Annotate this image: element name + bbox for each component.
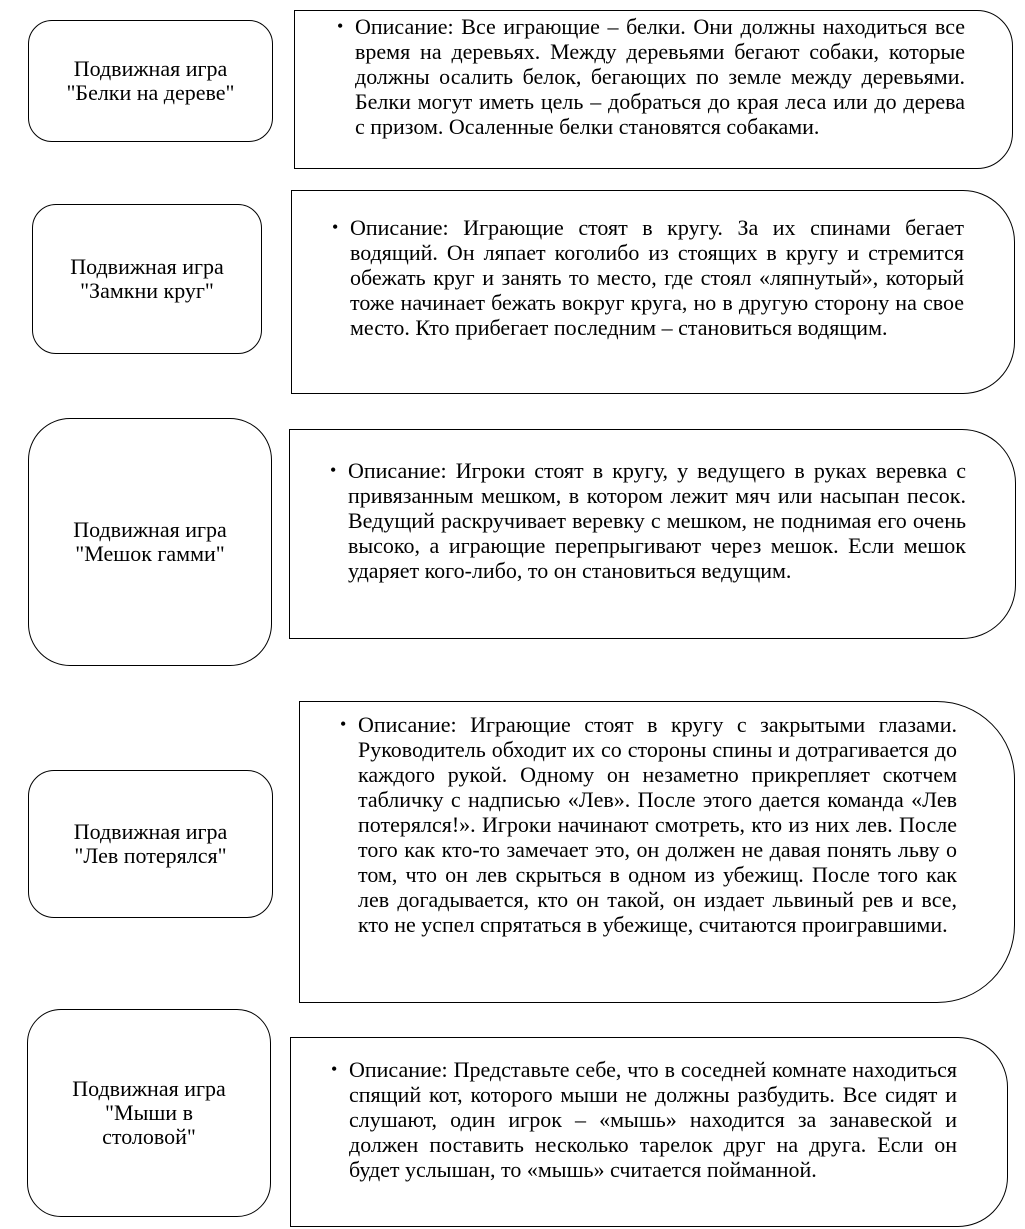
game-box-myshi-v-stolovoy <box>27 1009 271 1217</box>
description-box-myshi-v-stolovoy <box>290 1037 1008 1227</box>
bullet-icon: • <box>331 1059 338 1079</box>
game-box-lev-poteryalsya <box>28 770 273 918</box>
bullet-icon: • <box>337 16 344 36</box>
game-title: Подвижная игра "Белки на дереве" <box>66 56 235 105</box>
game-description: Описание: Играющие стоят в кругу. За их спинами бегает водящий. Он ляпает коголибо из стоящих в кругу и стремится обежать круг и занять то место, где стоял «ляпнутый», который тоже начинает бежать вокруг круга, но в другую сторону на свое место. Кто прибегает последним – становиться водящим. <box>350 215 964 340</box>
description-box-zamkni-krug <box>291 190 1015 394</box>
description-box-lev-poteryalsya <box>299 701 1015 1003</box>
game-description: Описание: Играющие стоят в кругу с закрытыми глазами. Руководитель обходит их со стороны спины и дотрагивается до каждого рукой. Одному он незаметно прикрепляет скотчем табличку с надписью «Лев». После этого дается команда «Лев потерялся!». Игроки начинают смотреть, кто из них лев. После того как кто-то замечает это, он должен не давая понять льву о том, что он лев скрыться в одном из убежищ. После того как лев догадывается, кто он такой, он издает львиный рев и все, кто не успел спрятаться в убежище, считаются проигравшими. <box>358 712 957 937</box>
game-box-zamkni-krug <box>32 204 262 354</box>
game-box-belki <box>28 20 273 142</box>
game-title: Подвижная игра "Замкни круг" <box>70 254 224 303</box>
description-box-meshok-gammi <box>289 429 1016 639</box>
bullet-icon: • <box>332 217 339 237</box>
game-title: Подвижная игра "Мешок гамми" <box>73 517 227 566</box>
game-description: Описание: Все играющие – белки. Они должны находиться все время на деревьях. Между деревьями бегают собаки, которые должны осалить белок, бегающих по земле между деревьями. Белки могут иметь цель – добраться до края леса или до дерева с призом. Осаленные белки становятся собаками. <box>355 14 965 139</box>
game-box-meshok-gammi <box>28 418 272 666</box>
game-description: Описание: Игроки стоят в кругу, у ведущего в руках веревка с привязанным мешком, в котором лежит мяч или насыпан песок. Ведущий раскручивает веревку с мешком, не поднимая его очень высоко, а играющие перепрыгивают через мешок. Если мешок ударяет кого-либо, то он становиться ведущим. <box>348 458 966 583</box>
bullet-icon: • <box>330 460 337 480</box>
description-box-belki <box>294 10 1013 169</box>
game-title: Подвижная игра "Лев потерялся" <box>73 819 228 868</box>
bullet-icon: • <box>340 714 347 734</box>
game-title: Подвижная игра "Мыши в столовой" <box>72 1076 226 1149</box>
game-description: Описание: Представьте себе, что в соседней комнате находиться спящий кот, которого мыши не должны разбудить. Все сидят и слушают, один игрок – «мышь» находится за занавеской и должен поставить несколько тарелок друг на друга. Если он будет услышан, то «мышь» считается пойманной. <box>349 1057 957 1182</box>
